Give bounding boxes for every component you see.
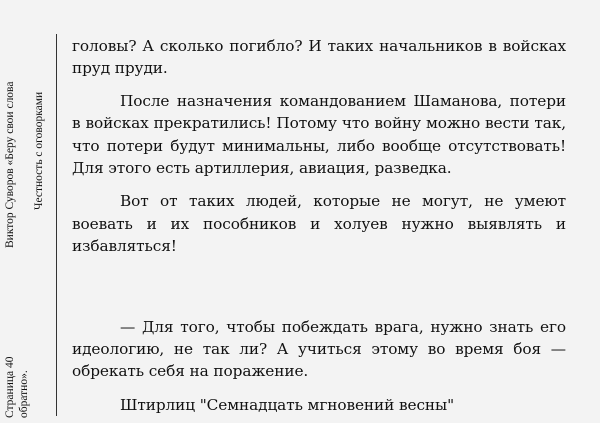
paragraph-2: После назначения командованием Шаманова, потери в войсках прекратились! Потому что войну можно вести так, что потери будут минимальны, либо вообще отсутствовать! Для этого есть артиллерия, авиация, разведка.	[72, 91, 566, 178]
sidebar-book-title	[4, 82, 18, 248]
page-body	[72, 35, 566, 416]
sidebar-chapter-title: Честность с оговорками	[33, 91, 45, 210]
paragraph-1: головы? А сколько погибло? И таких начальников в войсках пруд пруди.	[72, 37, 566, 78]
paragraph-3: Вот от таких людей, которые не могут, не умеют воевать и их пособников и холуев нужно выявлять и избавляться!	[72, 192, 566, 256]
sidebar-title-end: обратно».	[17, 370, 30, 418]
sidebar-divider	[56, 34, 57, 416]
epigraph-attribution: Штирлиц "Семнадцать мгновений весны"	[120, 395, 455, 414]
epigraph-quote: — Для того, чтобы побеждать врага, нужно знать его идеологию, не так ли? А учиться этому во время боя — обрекать себя на поражение.	[72, 317, 566, 381]
sidebar-chapter	[33, 92, 47, 210]
sidebar-author-title: Виктор Суворов «Беру свои слова	[4, 81, 16, 248]
sidebar-page-number: Страница 40	[4, 356, 16, 418]
page-sidebar	[0, 0, 56, 423]
sidebar-page-info	[4, 357, 31, 418]
